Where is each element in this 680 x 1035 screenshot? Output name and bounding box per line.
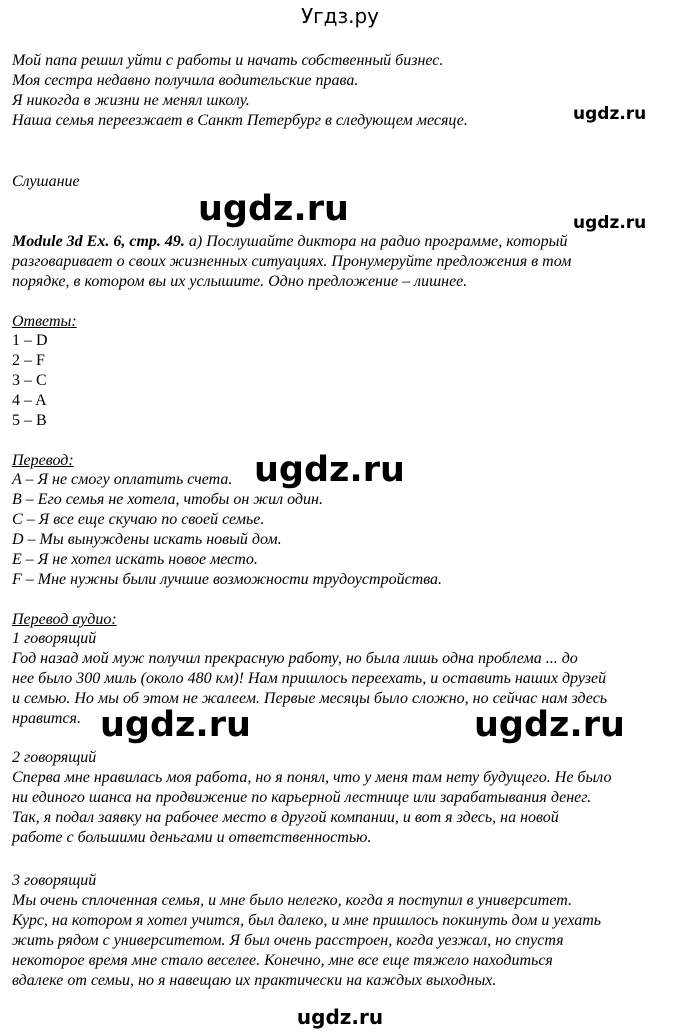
footer-watermark: ugdz.ru bbox=[296, 1005, 384, 1029]
translation-item: A – Я не смогу оплатить счета. bbox=[12, 471, 233, 488]
watermark-large: ugdz.ru bbox=[198, 189, 349, 229]
answer-item: 5 – B bbox=[12, 412, 47, 429]
translation-heading: Перевод: bbox=[12, 452, 74, 469]
translation-item: B – Его семья не хотела, чтобы он жил один. bbox=[12, 491, 323, 508]
watermark-large: ugdz.ru bbox=[474, 705, 625, 745]
speaker-2-label: 2 говорящий bbox=[12, 749, 97, 766]
speaker-2-line: Сперва мне нравилась моя работа, но я понял, что у меня там нету будущего. Не было bbox=[12, 769, 612, 786]
speaker-2-line: Так, я подал заявку на рабочее место в другой компании, и вот я здесь, на новой bbox=[12, 809, 559, 826]
sentence-1: Мой папа решил уйти с работы и начать собственный бизнес. bbox=[12, 52, 444, 69]
speaker-3-label: 3 говорящий bbox=[12, 872, 97, 889]
answer-item: 1 – D bbox=[12, 332, 48, 349]
sentence-4: Наша семья переезжает в Санкт Петербург в следующем месяце. bbox=[12, 112, 468, 129]
watermark-large: ugdz.ru bbox=[254, 450, 405, 490]
speaker-3-line: жить рядом с университетом. Я был очень расстроен, когда уезжал, но спустя bbox=[12, 932, 564, 949]
audio-heading: Перевод аудио: bbox=[12, 611, 117, 628]
listening-heading: Слушание bbox=[12, 173, 80, 190]
translation-item: D – Мы вынуждены искать новый дом. bbox=[12, 531, 282, 548]
watermark-large: ugdz.ru bbox=[100, 705, 251, 745]
watermark-small: ugdz.ru bbox=[573, 104, 647, 124]
speaker-3-line: вдалеке от семьи, но я навещаю их практически на каждых выходных. bbox=[12, 972, 497, 989]
task-ref: Module 3d Ex. 6, стр. 49. bbox=[12, 233, 185, 250]
translation-item: F – Мне нужны были лучшие возможности трудоустройства. bbox=[12, 571, 443, 588]
watermark-small: ugdz.ru bbox=[573, 213, 647, 233]
task-line-3: порядке, в котором вы их услышите. Одно предложение – лишнее. bbox=[12, 273, 468, 290]
speaker-3-line: Мы очень сплоченная семья, и мне было нелегко, когда я поступил в университет. bbox=[12, 892, 572, 909]
speaker-2-line: ни единого шанса на продвижение по карьерной лестнице или зарабатывания денег. bbox=[12, 789, 592, 806]
task-line-1 bbox=[12, 232, 567, 252]
answer-item: 2 – F bbox=[12, 352, 45, 369]
sentence-3: Я никогда в жизни не менял школу. bbox=[12, 92, 250, 109]
speaker-1-line: нравится. bbox=[12, 710, 81, 727]
speaker-3-line: Курс, на котором я хотел учится, был далеко, и мне пришлось покинуть дом и уехать bbox=[12, 912, 602, 929]
translation-item: E – Я не хотел искать новое место. bbox=[12, 551, 258, 568]
task-line-2: разговаривает о своих жизненных ситуациях. Пронумеруйте предложения в том bbox=[12, 253, 572, 270]
speaker-1-line: нее было 300 миль (около 480 км)! Нам пришлось переехать, и оставить наших друзей bbox=[12, 670, 607, 687]
speaker-1-line: и семью. Но мы об этом не жалеем. Первые месяцы было сложно, но сейчас нам здесь bbox=[12, 690, 608, 707]
answer-item: 4 – A bbox=[12, 392, 47, 409]
translation-item: C – Я все еще скучаю по своей семье. bbox=[12, 511, 265, 528]
answer-item: 3 – C bbox=[12, 372, 47, 389]
sentence-2: Моя сестра недавно получила водительские права. bbox=[12, 72, 359, 89]
task-text: а) Послушайте диктора на радио программе, который bbox=[184, 233, 568, 250]
speaker-3-line: некоторое время мне стало веселее. Конечно, мне все еще тяжело находиться bbox=[12, 952, 553, 969]
answers-heading: Ответы: bbox=[12, 313, 77, 330]
site-title: Угдз.ру bbox=[300, 4, 380, 28]
speaker-1-line: Год назад мой муж получил прекрасную работу, но была лишь одна проблема ... до bbox=[12, 650, 578, 667]
speaker-1-label: 1 говорящий bbox=[12, 630, 97, 647]
speaker-2-line: работе с большими деньгами и ответственностью. bbox=[12, 829, 372, 846]
